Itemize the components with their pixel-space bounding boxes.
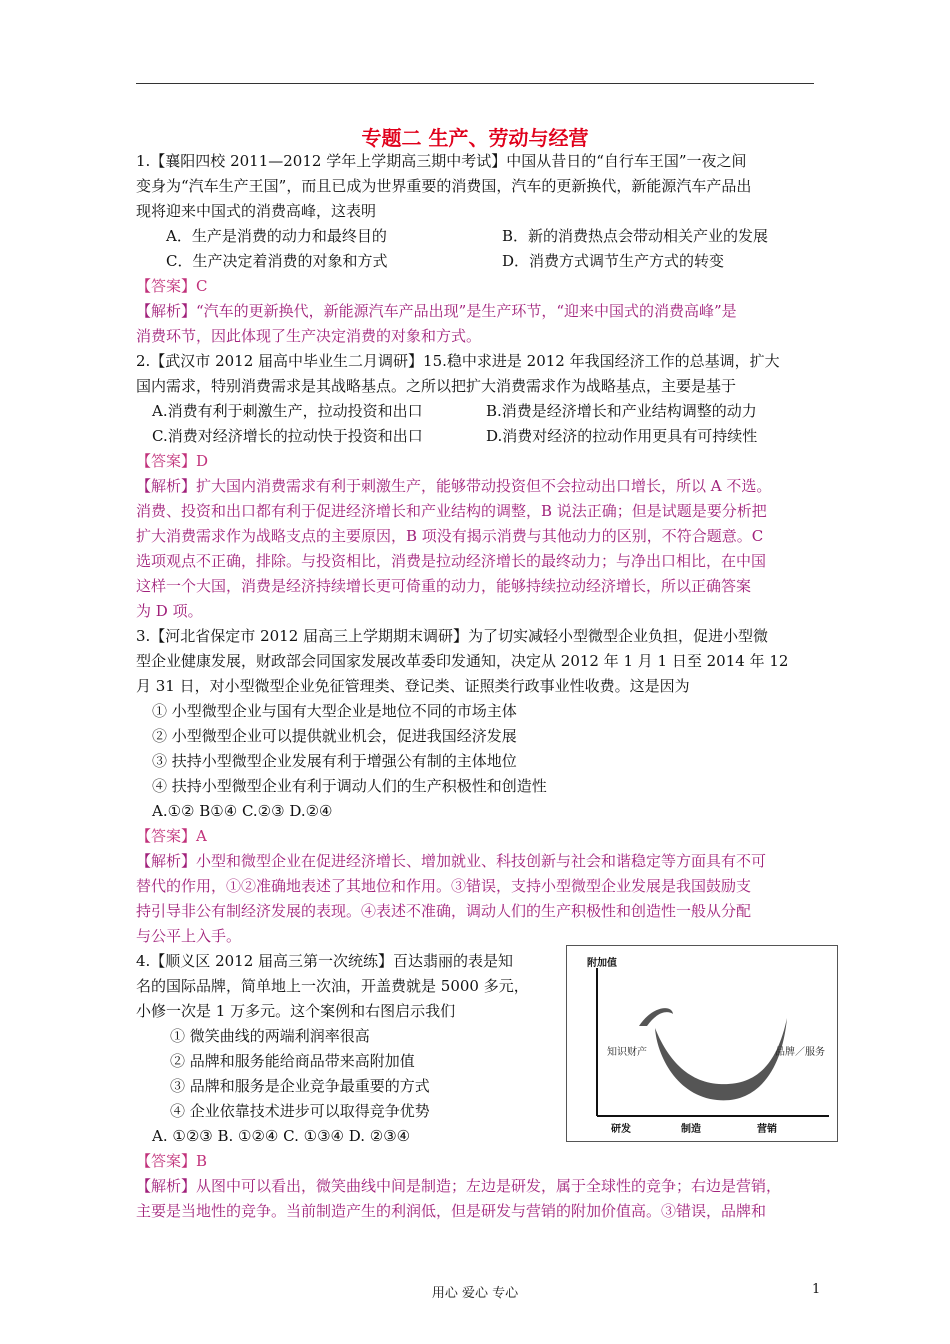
q1-explanation-2: 消费环节，因此体现了生产决定消费的对象和方式。 — [136, 327, 482, 345]
smile-curve-figure — [566, 945, 838, 1142]
q2-answer: 【答案】D — [136, 452, 209, 470]
q1-option-d: D．消费方式调节生产方式的转变 — [502, 252, 725, 270]
q4-line-3: 小修一次是 1 万多元。这个案例和右图启示我们 — [136, 1002, 456, 1020]
q1-line-1: 1.【襄阳四校 2011—2012 学年上学期高三期中考试】中国从昔日的“自行车王国”一夜之间 — [136, 152, 747, 170]
q3-answer: 【答案】A — [136, 827, 207, 845]
header-rule — [136, 83, 814, 84]
q1-option-c: C．生产决定着消费的对象和方式 — [166, 252, 388, 270]
q2-option-b: B.消费是经济增长和产业结构调整的动力 — [486, 402, 757, 420]
q4-line-1: 4.【顺义区 2012 届高三第一次统练】百达翡丽的表是知 — [136, 952, 514, 970]
figure-y-label: 附加值 — [587, 958, 617, 969]
q2-explanation-3: 扩大消费需求作为战略支点的主要原因，B 项没有揭示消费与其他动力的区别，不符合题意。C — [136, 527, 764, 545]
q2-line-1: 2.【武汉市 2012 届高中毕业生二月调研】15.稳中求进是 2012 年我国经济工作的总基调，扩大 — [136, 352, 780, 370]
smile-curve-left-tip — [639, 1008, 673, 1026]
q3-line-3: 月 31 日，对小型微型企业免征管理类、登记类、证照类行政事业性收费。这是因为 — [136, 677, 690, 695]
q3-explanation-3: 持引导非公有制经济发展的表现。④表述不准确，调动人们的生产积极性和创造性一般从分配 — [136, 902, 752, 920]
q3-explanation-1: 【解析】小型和微型企业在促进经济增长、增加就业、科技创新与社会和谐稳定等方面具有不可 — [136, 852, 767, 870]
page-footer: 用心 爱心 专心 — [431, 1286, 519, 1301]
q2-explanation-2: 消费、投资和出口都有利于促进经济增长和产业结构的调整，B 说法正确；但是试题是要分析把 — [136, 502, 767, 520]
q2-explanation-4: 选项观点不正确，排除。与投资相比，消费是拉动经济增长的最终动力；与净出口相比，在中国 — [136, 552, 767, 570]
q3-explanation-2: 替代的作用，①②准确地表述了其地位和作用。③错误，支持小型微型企业发展是我国鼓励支 — [136, 877, 752, 895]
q4-answer: 【答案】B — [136, 1152, 208, 1170]
q1-explanation-1: 【解析】“汽车的更新换代，新能源汽车产品出现”是生产环节，“迎来中国式的消费高峰”是 — [136, 302, 737, 320]
q4-item-3: ③ 品牌和服务是企业竞争最重要的方式 — [170, 1077, 430, 1095]
q1-option-a: A．生产是消费的动力和最终目的 — [166, 227, 387, 245]
figure-x-label-rd: 研发 — [611, 1124, 631, 1135]
q3-explanation-4: 与公平上入手。 — [136, 927, 242, 945]
q3-options: A.①② B①④ C.②③ D.②④ — [152, 802, 333, 820]
q1-line-2: 变身为“汽车生产王国”，而且已成为世界重要的消费国，汽车的更新换代，新能源汽车产品出 — [136, 177, 752, 195]
q3-item-4: ④ 扶持小型微型企业有利于调动人们的生产积极性和创造性 — [152, 777, 547, 795]
q2-option-a: A.消费有利于刺激生产，拉动投资和出口 — [152, 402, 423, 420]
q2-explanation-5: 这样一个大国，消费是经济持续增长更可倚重的动力，能够持续拉动经济增长，所以正确答案 — [136, 577, 752, 595]
q4-options: A. ①②③ B. ①②④ C. ①③④ D. ②③④ — [152, 1127, 411, 1145]
q2-explanation-1: 【解析】扩大国内消费需求有利于刺激生产，能够带动投资但不会拉动出口增长，所以 A 不选。 — [136, 477, 772, 495]
q2-option-d: D.消费对经济的拉动作用更具有可持续性 — [486, 427, 758, 445]
q2-line-2: 国内需求，特别消费需求是其战略基点。之所以把扩大消费需求作为战略基点，主要是基于 — [136, 377, 737, 395]
smile-curve — [655, 1018, 787, 1100]
page-title: 专题二 生产、劳动与经营 — [361, 126, 589, 150]
q1-line-3: 现将迎来中国式的消费高峰，这表明 — [136, 202, 377, 220]
q4-item-2: ② 品牌和服务能给商品带来高附加值 — [170, 1052, 415, 1070]
q3-item-3: ③ 扶持小型微型企业发展有利于增强公有制的主体地位 — [152, 752, 517, 770]
q1-answer: 【答案】C — [136, 277, 208, 295]
figure-x-label-manufacturing: 制造 — [681, 1124, 701, 1135]
q3-item-2: ② 小型微型企业可以提供就业机会，促进我国经济发展 — [152, 727, 517, 745]
figure-x-label-marketing: 营销 — [757, 1124, 777, 1135]
q4-line-2: 名的国际品牌，简单地上一次油，开盖费就是 5000 多元， — [136, 977, 529, 995]
q4-item-4: ④ 企业依靠技术进步可以取得竞争优势 — [170, 1102, 430, 1120]
q3-line-1: 3.【河北省保定市 2012 届高三上学期期末调研】为了切实减轻小型微型企业负担，促进小型微 — [136, 627, 769, 645]
q4-explanation-2: 主要是当地性的竞争。当前制造产生的利润低，但是研发与营销的附加价值高。③错误，品牌和 — [136, 1202, 767, 1220]
q4-explanation-1: 【解析】从图中可以看出，微笑曲线中间是制造；左边是研发，属于全球性的竞争；右边是营销， — [136, 1177, 782, 1195]
q4-item-1: ① 微笑曲线的两端利润率很高 — [170, 1027, 370, 1045]
q3-item-1: ① 小型微型企业与国有大型企业是地位不同的市场主体 — [152, 702, 517, 720]
q2-option-c: C.消费对经济增长的拉动快于投资和出口 — [152, 427, 423, 445]
q3-line-2: 型企业健康发展，财政部会同国家发展改革委印发通知，决定从 2012 年 1 月 1 日至 2014 年 12 — [136, 652, 789, 670]
q1-option-b: B．新的消费热点会带动相关产业的发展 — [502, 227, 769, 245]
figure-right-label: 品牌／服务 — [775, 1047, 825, 1058]
page-number: 1 — [812, 1282, 821, 1297]
figure-left-label: 知识财产 — [607, 1047, 647, 1058]
q2-explanation-6: 为 D 项。 — [136, 602, 203, 620]
